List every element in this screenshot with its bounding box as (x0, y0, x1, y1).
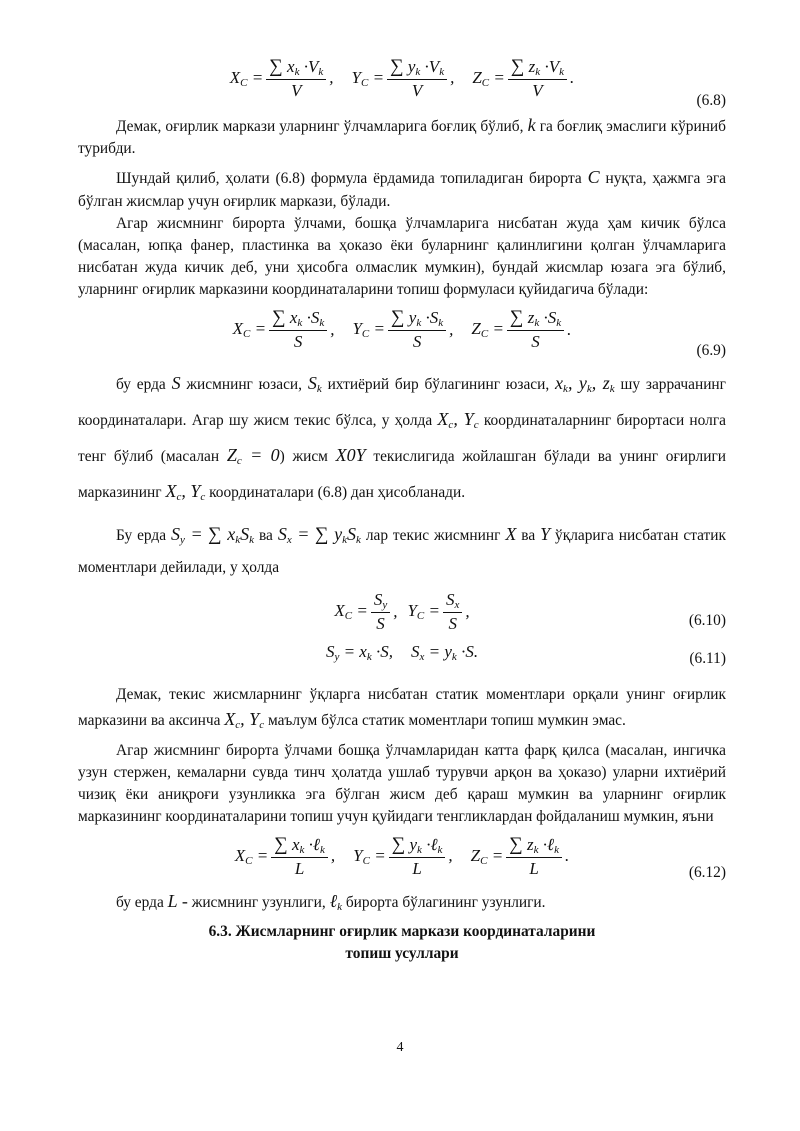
page-number: 4 (396, 1040, 404, 1055)
equation-6-9: $X_C$ = $\frac{\sum x_k \cdot S_k}{S}$ , $Y_C$ = $\frac{\sum y_k \cdot S_k}{S}$ , $Z_C$ = $\frac{\sum z_k \cdot S_k}{S}$ . (6.9) (232, 307, 726, 359)
paragraph-4: бу ерда S жисмнинг юзаси, $S_k$ ихтиёрий бир бўлагининг юзаси, $x_k$, $y_k$, $z_k$ шу заррачанинг координаталари. Агар шу жисм текис бўлса, у ҳолда $X_c$, $Y_c$ координаталарнинг бирортаси нолга тенг бўлиб (масалан $Z_c = 0$) жисм X0Y текислигида жойлашган бўлади ва унинг оғирлиги марказининг $X_c$, $Y_c$ координаталари (6.8) дан ҳисобланади. (78, 372, 726, 503)
zc-fraction: $\frac{\sum z_k \cdot S_k}{S}$ (507, 307, 564, 352)
yc-fraction: $\frac{\sum y_k \cdot S_k}{S}$ (388, 307, 446, 352)
yc-fraction: $\frac{\sum y_k \cdot V_k}{V}$ (387, 56, 447, 101)
equation-number: (6.10) (688, 611, 726, 629)
section-heading: 6.3. Жисмларнинг оғирлик маркази координаталарини топиш усуллари (208, 922, 596, 962)
equation-6-12: $X_C$ = $\frac{\sum x_k \cdot\ell_k}{L}$ , $Y_C$ = $\frac{\sum y_k \cdot\ell_k}{L}$ , $Z_C$ = $\frac{\sum z_k \cdot\ell_k}{L}$ . (6.12) (234, 833, 726, 882)
yc-term: $Y_C$ = (351, 67, 385, 89)
xc-fraction: $\frac{S_y}{S}$ (371, 590, 390, 634)
equation-number: (6.8) (696, 92, 726, 109)
yc-fraction: $\frac{S_x}{S}$ (443, 590, 462, 634)
paragraph-2: Шундай қилиб, ҳолати (6.8) формула ёрдамида топиладиган бирорта C нуқта, ҳажмга эга бўлган жисмлар учун оғирлик маркази, бўлади. (78, 167, 726, 210)
paragraph-5: Бу ерда $S_y$ = ∑ $x_kS_k$ ва $S_x$ = ∑ $y_kS_k$ лар текис жисмнинг X ва Y ўқларига нисбатан статик моментлари дейилади, у ҳолда (78, 523, 726, 576)
zc-term: $Z_C$ = (472, 67, 505, 89)
equation-6-11: $S_y = x_k \cdot S$, $S_x = y_k \cdot S$. (6.11) (325, 642, 726, 667)
paragraph-8: бу ерда L - жисмнинг узунлиги, ℓ$_k$ бирорта бўлагининг узунлиги. (116, 891, 546, 914)
zc-fraction: $\frac{\sum z_k \cdot\ell_k}{L}$ (506, 834, 562, 879)
xc-term: $X_C$ = (229, 67, 264, 89)
equation-number: (6.11) (689, 649, 726, 667)
xc-fraction: $\frac{\sum x_k \cdot V_k}{V}$ (266, 56, 326, 101)
xc-fraction: $\frac{\sum x_k \cdot S_k}{S}$ (269, 307, 327, 352)
yc-fraction: $\frac{\sum y_k \cdot\ell_k}{L}$ (389, 834, 446, 879)
xc-fraction: $\frac{\sum x_k \cdot\ell_k}{L}$ (271, 834, 328, 879)
paragraph-3: Агар жисмнинг бирорта ўлчами, бошқа ўлчамларига нисбатан жуда ҳам кичик бўлса (масалан, юпқа фанер, пластинка ва ҳоказо ёки буларнинг қалинлигини қолган ўлчамларига нисбатан жуда кичик деб, уни ҳисобга олмаслик мумкин), бундай жисмлар юзага эга бўлиб, уларнинг оғирлик марказини координаталарини топиш формуласи қуйидагича бўлади: (78, 214, 726, 299)
equation-6-10: $X_C$ = $\frac{S_y}{S}$ , $Y_C$ = $\frac{S_x}{S}$ , (6.10) (334, 589, 726, 633)
equation-number: (6.12) (688, 864, 726, 882)
paragraph-7: Агар жисмнинг бирорта ўлчами бошқа ўлчамларидан катта фарқ қилса (масалан, ингичка узун стержен, кемаларни сувда тинч ҳолатда ушлаб турувчи арқон ва ҳоказо) уларни ихтиёрий чизиқ ёки аниқроғи узунликка эга бўлган жисм деб қараш мумкин ва уларнинг оғирлик марказининг координаталарини топиш учун қуйидаги тенгликлардан фойдаланиш мумкин, яъни (78, 741, 726, 826)
equation-6-8: $X_C$ = $\frac{\sum x_k \cdot V_k}{V}$ , $Y_C$ = $\frac{\sum y_k \cdot V_k}{V}$ , $Z_C$ = $\frac{\sum z_k \cdot V_k}{V}$ . (6.8) (229, 55, 726, 109)
paragraph-6: Демак, текис жисмларнинг ўқларга нисбатан статик моментлари орқали унинг оғирлик марказини ва аксинча $X_c$, $Y_c$ маълум бўлса статик моментлари топиш мумкин эмас. (78, 685, 726, 731)
zc-fraction: $\frac{\sum z_k \cdot V_k}{V}$ (508, 56, 567, 101)
paragraph-1: Демак, оғирлик маркази уларнинг ўлчамларига боғлиқ бўлиб, k га боғлиқ эмаслиги кўриниб турибди. (78, 115, 727, 158)
document-page (78, 50, 726, 965)
equation-number: (6.9) (696, 341, 726, 359)
